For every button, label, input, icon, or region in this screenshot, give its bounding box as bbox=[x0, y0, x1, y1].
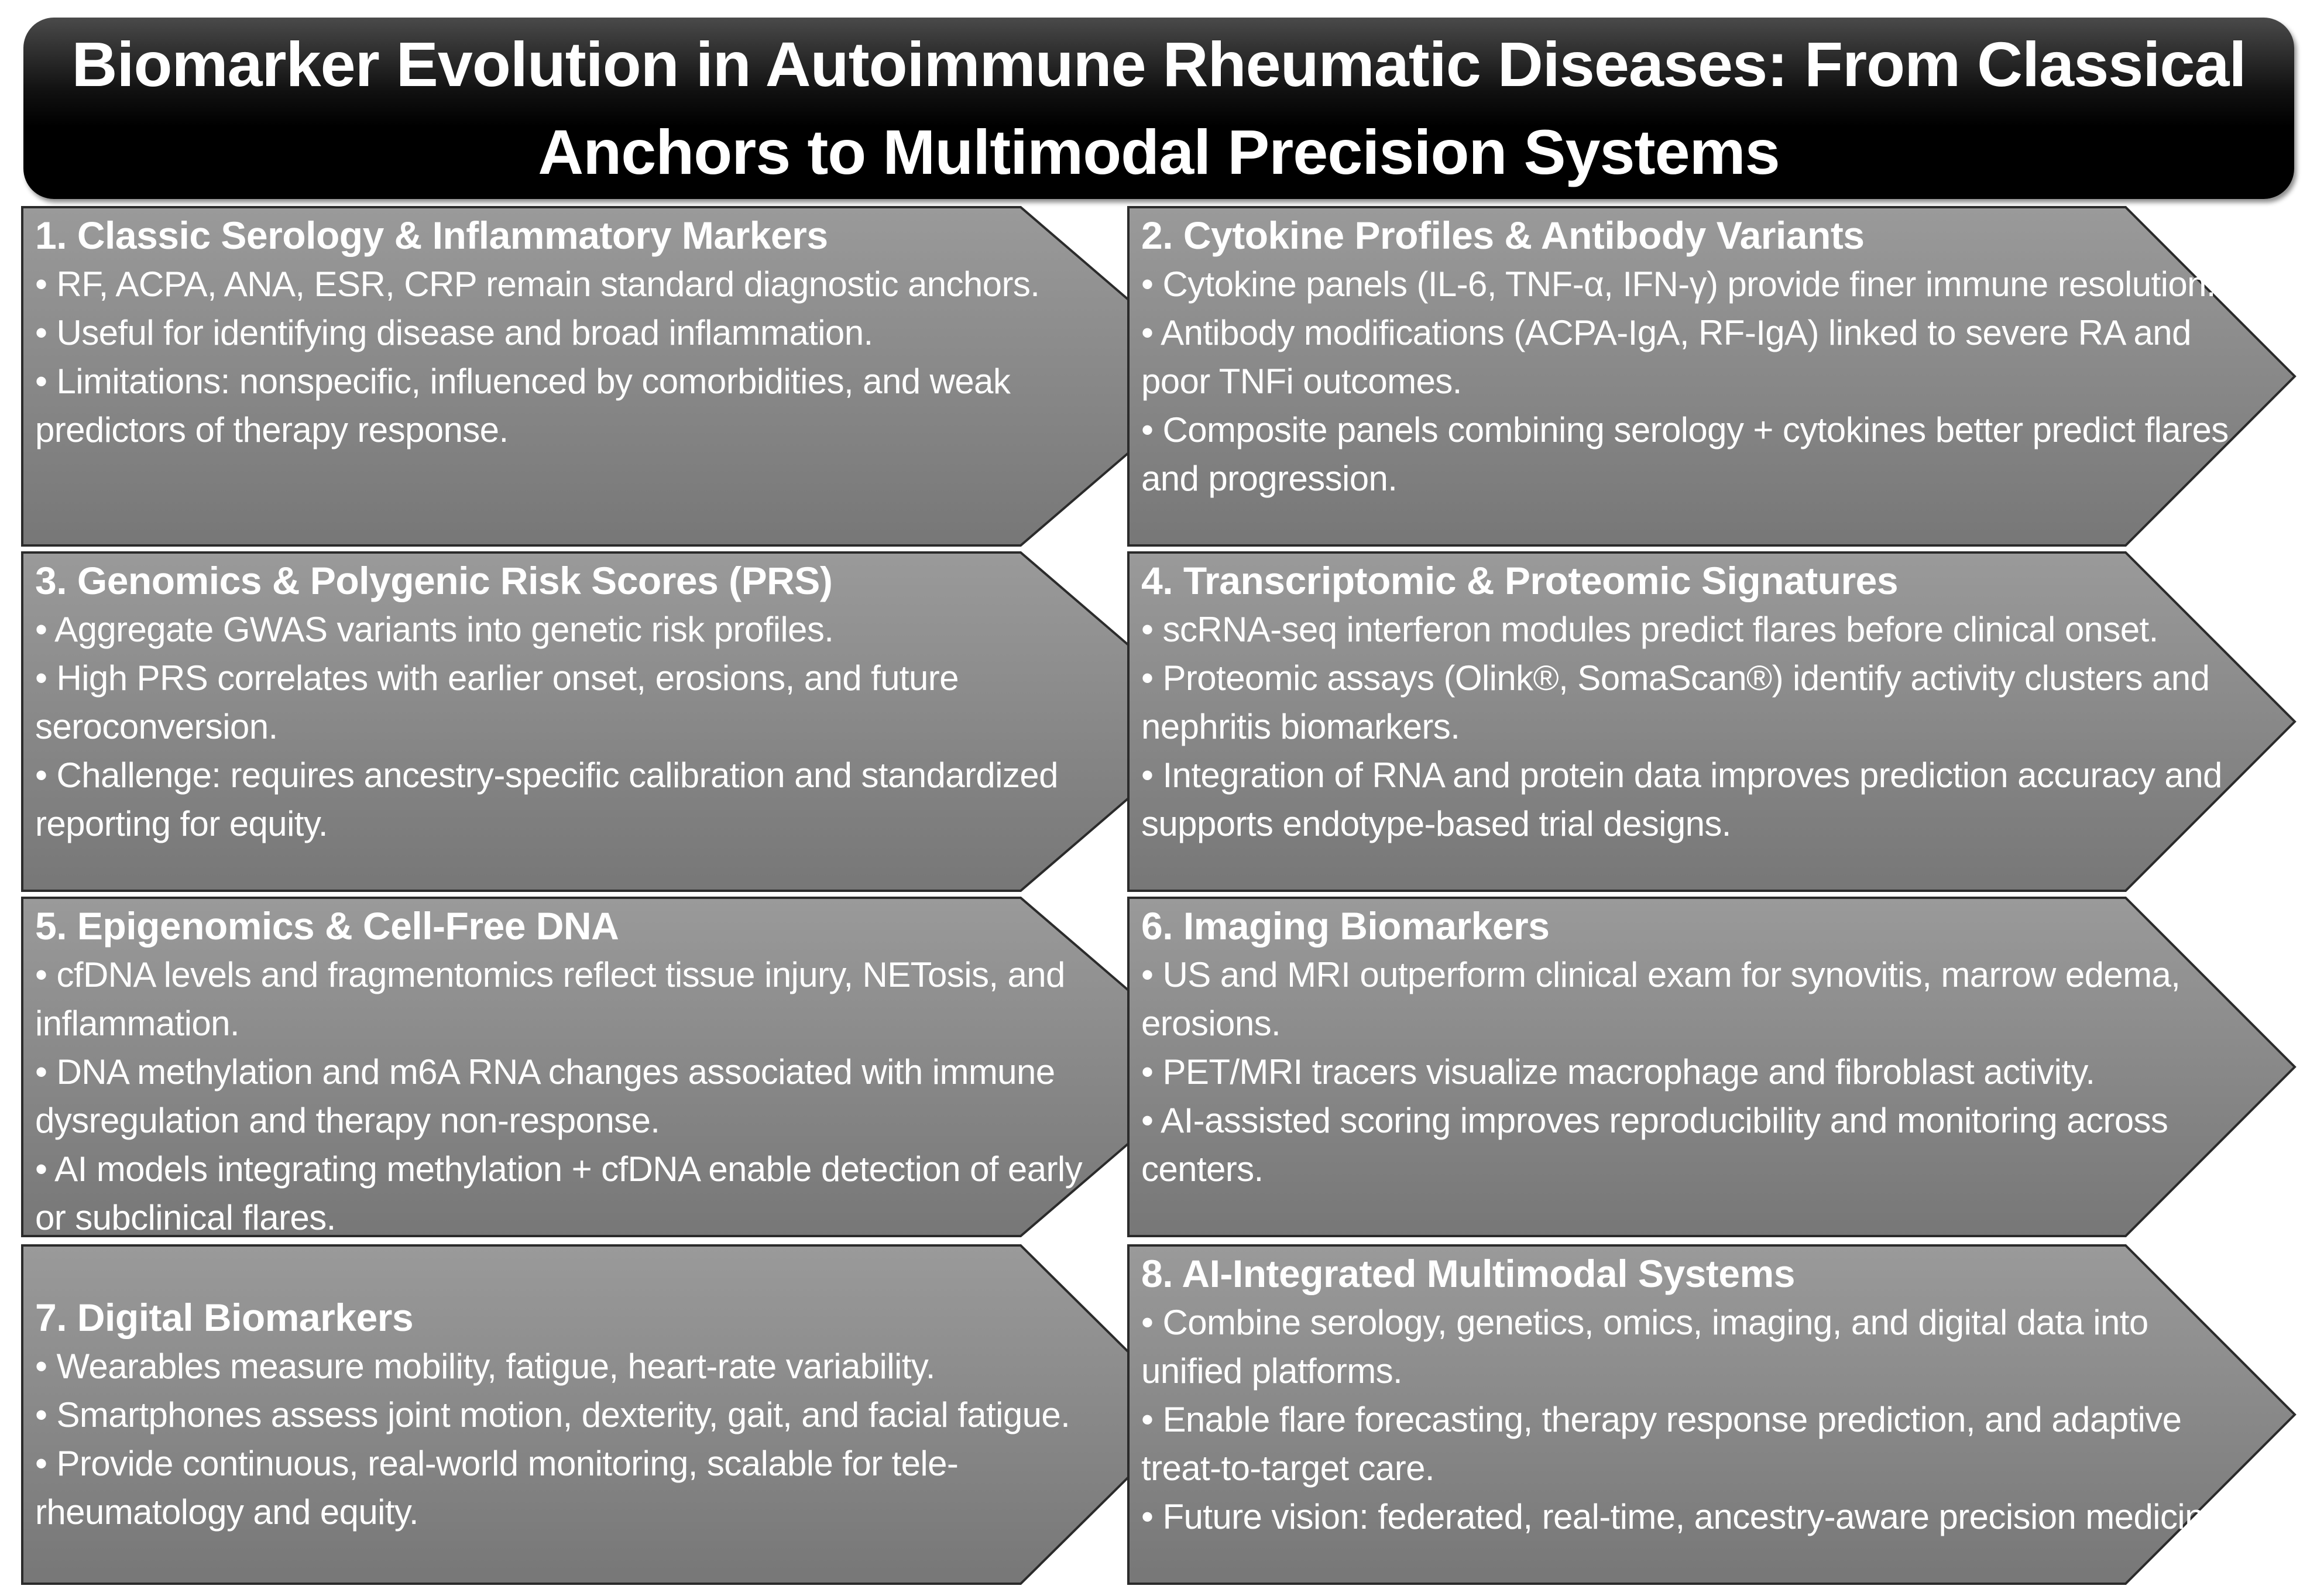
bullet-item: • scRNA-seq interferon modules predict flares before clinical onset. bbox=[1141, 610, 2158, 649]
panel-genomics-prs bbox=[22, 552, 1130, 891]
bullet-item: • Combine serology, genetics, omics, imaging, and digital data into unified platforms. bbox=[1141, 1303, 2148, 1391]
bullet-item: • Wearables measure mobility, fatigue, heart-rate variability. bbox=[35, 1347, 935, 1386]
bullet-item: • Future vision: federated, real-time, ancestry-aware precision medicine. bbox=[1141, 1497, 2233, 1536]
bullet-item: • Provide continuous, real-world monitoring, scalable for tele-rheumatology and equity. bbox=[35, 1444, 959, 1532]
panel-content bbox=[1141, 211, 2253, 503]
bullet-item: • Smartphones assess joint motion, dexterity, gait, and facial fatigue. bbox=[35, 1395, 1070, 1434]
bullet-item: • Limitations: nonspecific, influenced by comorbidities, and weak predictors of therapy response. bbox=[35, 362, 1011, 449]
bullet-item: • AI models integrating methylation + cfDNA enable detection of early or subclinical flares. bbox=[35, 1149, 1082, 1237]
bullet-item: • AI-assisted scoring improves reproducibility and monitoring across centers. bbox=[1141, 1101, 2168, 1189]
panel-title: 6. Imaging Biomarkers bbox=[1141, 904, 1550, 948]
panel-ai-multimodal bbox=[1128, 1245, 2296, 1585]
bullet-item: • Aggregate GWAS variants into genetic risk profiles. bbox=[35, 610, 834, 649]
bullet-item: • PET/MRI tracers visualize macrophage and fibroblast activity. bbox=[1141, 1052, 2095, 1092]
bullet-item: • RF, ACPA, ANA, ESR, CRP remain standard diagnostic anchors. bbox=[35, 265, 1040, 304]
bullet-item: • DNA methylation and m6A RNA changes associated with immune dysregulation and therapy non-response. bbox=[35, 1052, 1055, 1140]
page-title: Biomarker Evolution in Autoimmune Rheumatic Diseases: From Classical Anchors to Multimodal Precision Systems bbox=[71, 29, 2246, 187]
bullet-list bbox=[35, 950, 1100, 1242]
panel-imaging-biomarkers bbox=[1128, 898, 2296, 1236]
panel-title: 5. Epigenomics & Cell-Free DNA bbox=[35, 904, 619, 948]
panel-title: 1. Classic Serology & Inflammatory Markers bbox=[35, 214, 828, 257]
panel-content bbox=[35, 211, 1100, 542]
bullet-list bbox=[35, 605, 1100, 848]
panel-content bbox=[1141, 901, 2253, 1193]
bullet-item: • US and MRI outperform clinical exam for synovitis, marrow edema, erosions. bbox=[1141, 955, 2181, 1043]
panel-cytokine-profiles bbox=[1128, 207, 2296, 545]
bullet-item: • Antibody modifications (ACPA-IgA, RF-IgA) linked to severe RA and poor TNFi outcomes. bbox=[1141, 313, 2191, 401]
bullet-list bbox=[1141, 605, 2242, 848]
bullet-item: • Challenge: requires ancestry-specific calibration and standardized reporting for equity. bbox=[35, 756, 1058, 843]
panel-title: 4. Transcriptomic & Proteomic Signatures bbox=[1141, 559, 1899, 602]
panel-title: 8. AI-Integrated Multimodal Systems bbox=[1141, 1252, 1795, 1295]
panel-content bbox=[1141, 1249, 2242, 1541]
bullet-list bbox=[1141, 260, 2253, 503]
panel-content bbox=[35, 901, 1100, 1242]
bullet-item: • Composite panels combining serology + cytokines better predict flares and progression. bbox=[1141, 410, 2229, 498]
bullet-item: • Enable flare forecasting, therapy response prediction, and adaptive treat-to-target care. bbox=[1141, 1400, 2182, 1488]
panel-title: 3. Genomics & Polygenic Risk Scores (PRS) bbox=[35, 559, 833, 602]
panel-transcriptomic-proteomic bbox=[1128, 552, 2296, 891]
panel-title: 7. Digital Biomarkers bbox=[35, 1296, 414, 1339]
panel-classic-serology bbox=[22, 207, 1130, 545]
bullet-item: • High PRS correlates with earlier onset, erosions, and future seroconversion. bbox=[35, 658, 959, 746]
panel-title: 2. Cytokine Profiles & Antibody Variants bbox=[1141, 214, 1865, 257]
panel-content bbox=[35, 1249, 1100, 1580]
panel-content bbox=[1141, 556, 2242, 848]
bullet-list bbox=[1141, 1298, 2242, 1541]
header-banner bbox=[23, 18, 2294, 199]
bullet-list bbox=[1141, 950, 2253, 1193]
bullet-item: • cfDNA levels and fragmentomics reflect tissue injury, NETosis, and inflammation. bbox=[35, 955, 1065, 1043]
bullet-item: • Integration of RNA and protein data improves prediction accuracy and supports endotype-based trial designs. bbox=[1141, 756, 2222, 843]
panel-epigenomics-cfdna bbox=[22, 898, 1130, 1236]
bullet-list bbox=[35, 1342, 1100, 1536]
bullet-item: • Cytokine panels (IL-6, TNF-α, IFN-γ) provide finer immune resolution. bbox=[1141, 265, 2216, 304]
panel-content bbox=[35, 556, 1100, 848]
bullet-item: • Useful for identifying disease and broad inflammation. bbox=[35, 313, 873, 352]
bullet-item: • Proteomic assays (Olink®, SomaScan®) identify activity clusters and nephritis biomarkers. bbox=[1141, 658, 2210, 746]
bullet-list bbox=[35, 260, 1100, 454]
panel-digital-biomarkers bbox=[22, 1245, 1130, 1585]
